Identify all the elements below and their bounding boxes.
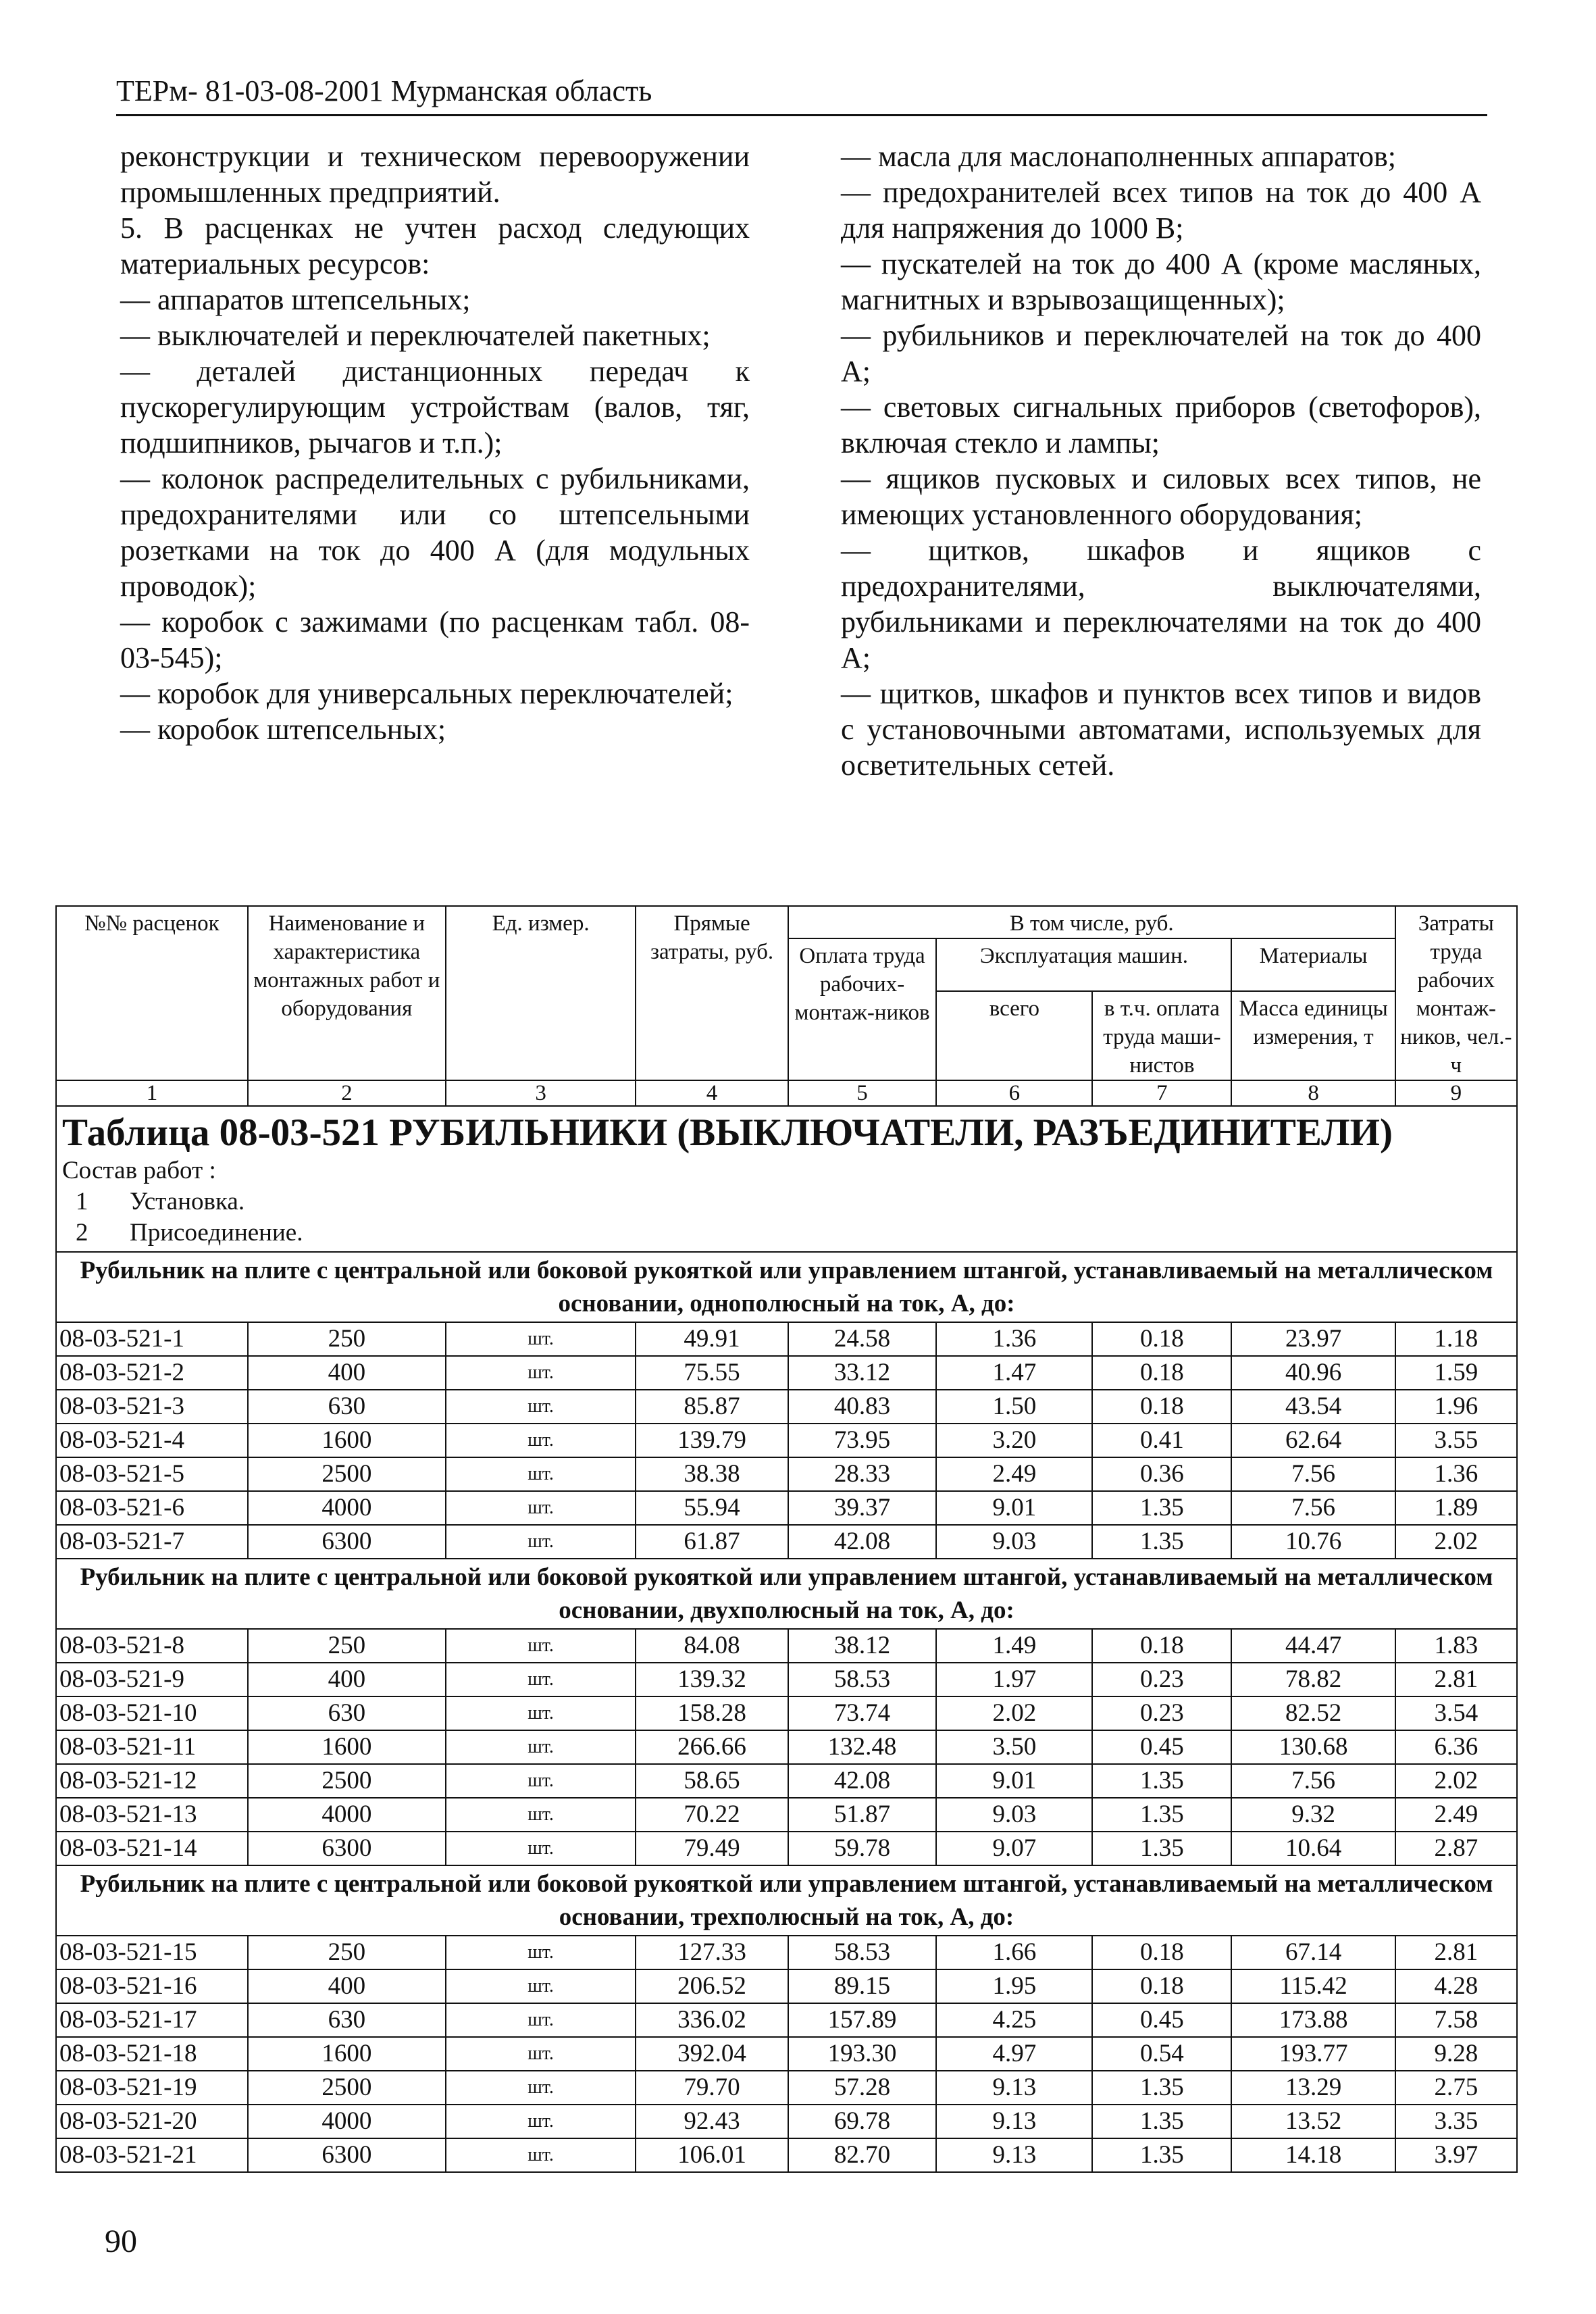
rate-code: 08-03-521-15 (56, 1936, 248, 1969)
labor-pay: 132.48 (788, 1730, 937, 1764)
machines-total: 2.49 (936, 1457, 1092, 1491)
machines-total: 9.13 (936, 2105, 1092, 2138)
unit-mass: 43.54 (1231, 1390, 1395, 1424)
machinists-pay: 0.18 (1092, 1629, 1231, 1663)
labor-pay: 28.33 (788, 1457, 937, 1491)
machines-total: 9.13 (936, 2138, 1092, 2172)
machines-total: 3.20 (936, 1424, 1092, 1457)
direct-costs: 266.66 (636, 1730, 788, 1764)
column-number: 4 (636, 1080, 788, 1106)
machines-total: 9.03 (936, 1798, 1092, 1832)
direct-costs: 106.01 (636, 2138, 788, 2172)
left-paragraph: — аппаратов штепсельных; (120, 283, 471, 316)
rate-code: 08-03-521-18 (56, 2037, 248, 2071)
machines-total: 3.50 (936, 1730, 1092, 1764)
machinists-pay: 0.18 (1092, 1356, 1231, 1390)
labor-pay: 82.70 (788, 2138, 937, 2172)
current-rating: 1600 (248, 2037, 446, 2071)
table-row (56, 1730, 1517, 1764)
unit: шт. (446, 2071, 636, 2105)
page-header: ТЕРм- 81-03-08-2001 Мурманская область (116, 74, 1487, 116)
labor-cost: 3.54 (1395, 1696, 1517, 1730)
column-number: 5 (788, 1080, 937, 1106)
unit-mass: 115.42 (1231, 1969, 1395, 2003)
machines-total: 9.07 (936, 1832, 1092, 1865)
current-rating: 250 (248, 1629, 446, 1663)
machinists-pay: 1.35 (1092, 1525, 1231, 1559)
machines-total: 1.66 (936, 1936, 1092, 1969)
table-row (56, 2071, 1517, 2105)
machinists-pay: 1.35 (1092, 1832, 1231, 1865)
direct-costs: 139.32 (636, 1663, 788, 1696)
direct-costs: 58.65 (636, 1764, 788, 1798)
current-rating: 250 (248, 1322, 446, 1356)
labor-cost: 2.81 (1395, 1663, 1517, 1696)
labor-pay: 51.87 (788, 1798, 937, 1832)
rates-table (55, 905, 1518, 2173)
labor-pay: 42.08 (788, 1525, 937, 1559)
current-rating: 400 (248, 1663, 446, 1696)
labor-pay: 193.30 (788, 2037, 937, 2071)
left-paragraph: 5. В расценках не учтен расход следующих материальных ресурсов: (120, 211, 750, 280)
unit: шт. (446, 1663, 636, 1696)
rate-code: 08-03-521-13 (56, 1798, 248, 1832)
work-item (62, 1186, 1511, 1217)
direct-costs: 206.52 (636, 1969, 788, 2003)
rate-code: 08-03-521-12 (56, 1764, 248, 1798)
current-rating: 2500 (248, 1457, 446, 1491)
machines-total: 2.02 (936, 1696, 1092, 1730)
header-name: Наименование и характеристика монтажных работ и оборудования (248, 906, 446, 1080)
table-row (56, 1764, 1517, 1798)
table-row (56, 1356, 1517, 1390)
labor-cost: 2.02 (1395, 1764, 1517, 1798)
unit: шт. (446, 1629, 636, 1663)
unit-mass: 130.68 (1231, 1730, 1395, 1764)
machines-total: 9.13 (936, 2071, 1092, 2105)
rate-code: 08-03-521-2 (56, 1356, 248, 1390)
direct-costs: 392.04 (636, 2037, 788, 2071)
work-composition-label: Состав работ : (62, 1156, 216, 1184)
left-paragraph: — колонок распределительных с рубильниками, предохранителями или со штепсельными розетками на ток до 400 А (для модульных проводок); (120, 462, 750, 603)
labor-cost: 3.55 (1395, 1424, 1517, 1457)
unit-mass: 9.32 (1231, 1798, 1395, 1832)
left-paragraph: — коробок штепсельных; (120, 713, 446, 746)
column-number: 6 (936, 1080, 1092, 1106)
machinists-pay: 0.45 (1092, 1730, 1231, 1764)
rate-code: 08-03-521-11 (56, 1730, 248, 1764)
machines-total: 9.01 (936, 1764, 1092, 1798)
current-rating: 250 (248, 1936, 446, 1969)
header-machines-total: всего (936, 991, 1092, 1080)
labor-cost: 3.35 (1395, 2105, 1517, 2138)
unit-mass: 193.77 (1231, 2037, 1395, 2071)
right-paragraph: — масла для маслонаполненных аппаратов; (841, 140, 1396, 173)
current-rating: 6300 (248, 1832, 446, 1865)
direct-costs: 79.49 (636, 1832, 788, 1865)
table-row (56, 1424, 1517, 1457)
labor-cost: 2.02 (1395, 1525, 1517, 1559)
machines-total: 1.47 (936, 1356, 1092, 1390)
labor-cost: 1.18 (1395, 1322, 1517, 1356)
machinists-pay: 1.35 (1092, 2105, 1231, 2138)
unit: шт. (446, 1390, 636, 1424)
right-paragraph: — щитков, шкафов и пунктов всех типов и видов с установочными автоматами, используемых для осветительных сетей. (841, 677, 1481, 782)
direct-costs: 79.70 (636, 2071, 788, 2105)
table-row (56, 1696, 1517, 1730)
group-caption: Рубильник на плите с центральной или боковой рукояткой или управлением штангой, устанавливаемый на металлическом основании, однополюсный на ток, А, до: (56, 1252, 1517, 1322)
unit: шт. (446, 1457, 636, 1491)
unit-mass: 10.64 (1231, 1832, 1395, 1865)
table-row (56, 1390, 1517, 1424)
unit: шт. (446, 1424, 636, 1457)
group-header-row (56, 1559, 1517, 1629)
work-item-text: Установка. (130, 1187, 245, 1215)
labor-cost: 2.49 (1395, 1798, 1517, 1832)
unit: шт. (446, 1936, 636, 1969)
unit-mass: 62.64 (1231, 1424, 1395, 1457)
machines-total: 9.03 (936, 1525, 1092, 1559)
labor-pay: 57.28 (788, 2071, 937, 2105)
current-rating: 6300 (248, 2138, 446, 2172)
labor-cost: 3.97 (1395, 2138, 1517, 2172)
table-caption (56, 1106, 1517, 1252)
current-rating: 630 (248, 1696, 446, 1730)
labor-cost: 1.59 (1395, 1356, 1517, 1390)
table-row (56, 1629, 1517, 1663)
rate-code: 08-03-521-17 (56, 2003, 248, 2037)
labor-cost: 1.83 (1395, 1629, 1517, 1663)
rate-code: 08-03-521-16 (56, 1969, 248, 2003)
right-paragraph: — ящиков пусковых и силовых всех типов, не имеющих установленного оборудования; (841, 462, 1481, 531)
unit-mass: 82.52 (1231, 1696, 1395, 1730)
header-including: В том числе, руб. (788, 906, 1395, 938)
header-code: №№ расценок (56, 906, 248, 1080)
current-rating: 2500 (248, 1764, 446, 1798)
rate-code: 08-03-521-1 (56, 1322, 248, 1356)
labor-cost: 4.28 (1395, 1969, 1517, 2003)
table-row (56, 1491, 1517, 1525)
direct-costs: 85.87 (636, 1390, 788, 1424)
unit-mass: 10.76 (1231, 1525, 1395, 1559)
work-item-number: 1 (76, 1187, 88, 1215)
table-row (56, 1525, 1517, 1559)
machines-total: 1.95 (936, 1969, 1092, 2003)
direct-costs: 61.87 (636, 1525, 788, 1559)
machinists-pay: 0.18 (1092, 1390, 1231, 1424)
labor-cost: 1.36 (1395, 1457, 1517, 1491)
header-materials: Материалы (1231, 938, 1395, 991)
direct-costs: 38.38 (636, 1457, 788, 1491)
rate-code: 08-03-521-7 (56, 1525, 248, 1559)
labor-cost: 7.58 (1395, 2003, 1517, 2037)
table-row (56, 1457, 1517, 1491)
machines-total: 4.25 (936, 2003, 1092, 2037)
labor-pay: 157.89 (788, 2003, 937, 2037)
column-number: 8 (1231, 1080, 1395, 1106)
unit-mass: 23.97 (1231, 1322, 1395, 1356)
group-header-row (56, 1252, 1517, 1322)
rate-code: 08-03-521-3 (56, 1390, 248, 1424)
group-header-row (56, 1865, 1517, 1936)
labor-pay: 89.15 (788, 1969, 937, 2003)
table-row (56, 1798, 1517, 1832)
group-caption: Рубильник на плите с центральной или боковой рукояткой или управлением штангой, устанавливаемый на металлическом основании, трехполюсный на ток, А, до: (56, 1865, 1517, 1936)
table-row (56, 2138, 1517, 2172)
unit: шт. (446, 1832, 636, 1865)
rate-code: 08-03-521-21 (56, 2138, 248, 2172)
table-row (56, 1663, 1517, 1696)
unit-mass: 14.18 (1231, 2138, 1395, 2172)
labor-pay: 24.58 (788, 1322, 937, 1356)
unit-mass: 13.29 (1231, 2071, 1395, 2105)
header-labor-cost: Затраты труда рабочих монтаж-ников, чел.-ч (1395, 906, 1517, 1080)
header-unit-mass: Масса единицы измерения, т (1231, 991, 1395, 1080)
current-rating: 2500 (248, 2071, 446, 2105)
direct-costs: 55.94 (636, 1491, 788, 1525)
unit: шт. (446, 1730, 636, 1764)
direct-costs: 336.02 (636, 2003, 788, 2037)
labor-cost: 9.28 (1395, 2037, 1517, 2071)
current-rating: 4000 (248, 1798, 446, 1832)
direct-costs: 139.79 (636, 1424, 788, 1457)
current-rating: 1600 (248, 1424, 446, 1457)
unit: шт. (446, 1525, 636, 1559)
rate-code: 08-03-521-9 (56, 1663, 248, 1696)
machines-total: 1.36 (936, 1322, 1092, 1356)
left-paragraph: — коробок для универсальных переключателей; (120, 677, 733, 710)
labor-pay: 40.83 (788, 1390, 937, 1424)
table-row (56, 1832, 1517, 1865)
labor-pay: 58.53 (788, 1936, 937, 1969)
unit-mass: 7.56 (1231, 1457, 1395, 1491)
machines-total: 9.01 (936, 1491, 1092, 1525)
current-rating: 400 (248, 1969, 446, 2003)
machinists-pay: 0.36 (1092, 1457, 1231, 1491)
unit: шт. (446, 1491, 636, 1525)
machinists-pay: 0.23 (1092, 1696, 1231, 1730)
machines-total: 1.50 (936, 1390, 1092, 1424)
labor-cost: 1.89 (1395, 1491, 1517, 1525)
machines-total: 4.97 (936, 2037, 1092, 2071)
current-rating: 400 (248, 1356, 446, 1390)
labor-pay: 38.12 (788, 1629, 937, 1663)
left-paragraph: реконструкции и техническом перевооружении промышленных предприятий. (120, 140, 750, 209)
direct-costs: 158.28 (636, 1696, 788, 1730)
current-rating: 1600 (248, 1730, 446, 1764)
machinists-pay: 0.18 (1092, 1936, 1231, 1969)
work-item-text: Присоединение. (130, 1218, 303, 1247)
direct-costs: 84.08 (636, 1629, 788, 1663)
machinists-pay: 1.35 (1092, 2138, 1231, 2172)
unit: шт. (446, 1969, 636, 2003)
unit-mass: 40.96 (1231, 1356, 1395, 1390)
unit: шт. (446, 2105, 636, 2138)
left-paragraph: — выключателей и переключателей пакетных; (120, 319, 711, 352)
rate-code: 08-03-521-5 (56, 1457, 248, 1491)
page-number: 90 (105, 2223, 137, 2259)
work-composition-list (62, 1186, 1511, 1249)
labor-pay: 59.78 (788, 1832, 937, 1865)
rate-code: 08-03-521-10 (56, 1696, 248, 1730)
column-number: 7 (1092, 1080, 1231, 1106)
work-item (62, 1217, 1511, 1249)
rate-code: 08-03-521-19 (56, 2071, 248, 2105)
machinists-pay: 1.35 (1092, 1798, 1231, 1832)
right-paragraph: — щитков, шкафов и ящиков с предохранителями, выключателями, рубильниками и переключателями на ток до 400 А; (841, 534, 1481, 674)
table-body (56, 1106, 1517, 2172)
direct-costs: 75.55 (636, 1356, 788, 1390)
unit: шт. (446, 1696, 636, 1730)
unit: шт. (446, 1322, 636, 1356)
unit: шт. (446, 1764, 636, 1798)
rate-code: 08-03-521-14 (56, 1832, 248, 1865)
left-paragraph: — деталей дистанционных передач к пускорегулирующим устройствам (валов, тяг, подшипников, рычагов и т.п.); (120, 355, 750, 459)
direct-costs: 127.33 (636, 1936, 788, 1969)
labor-pay: 33.12 (788, 1356, 937, 1390)
current-rating: 4000 (248, 1491, 446, 1525)
unit: шт. (446, 2138, 636, 2172)
machinists-pay: 1.35 (1092, 1764, 1231, 1798)
unit-mass: 67.14 (1231, 1936, 1395, 1969)
column-number: 1 (56, 1080, 248, 1106)
rate-code: 08-03-521-6 (56, 1491, 248, 1525)
unit: шт. (446, 1798, 636, 1832)
left-paragraph: — коробок с зажимами (по расценкам табл. 08-03-545); (120, 605, 750, 674)
table-row (56, 1322, 1517, 1356)
unit-mass: 78.82 (1231, 1663, 1395, 1696)
labor-cost: 2.75 (1395, 2071, 1517, 2105)
direct-costs: 49.91 (636, 1322, 788, 1356)
header-unit: Ед. измер. (446, 906, 636, 1080)
column-number: 2 (248, 1080, 446, 1106)
machinists-pay: 0.18 (1092, 1322, 1231, 1356)
column-numbers-row (56, 1080, 1517, 1106)
rate-code: 08-03-521-20 (56, 2105, 248, 2138)
machinists-pay: 0.54 (1092, 2037, 1231, 2071)
labor-cost: 2.81 (1395, 1936, 1517, 1969)
unit-mass: 7.56 (1231, 1764, 1395, 1798)
unit-mass: 44.47 (1231, 1629, 1395, 1663)
current-rating: 4000 (248, 2105, 446, 2138)
column-number: 3 (446, 1080, 636, 1106)
header-labor-pay: Оплата труда рабочих-монтаж-ников (788, 938, 937, 1080)
rate-code: 08-03-521-8 (56, 1629, 248, 1663)
table-row (56, 2105, 1517, 2138)
machines-total: 1.97 (936, 1663, 1092, 1696)
rate-code: 08-03-521-4 (56, 1424, 248, 1457)
labor-pay: 69.78 (788, 2105, 937, 2138)
machinists-pay: 0.45 (1092, 2003, 1231, 2037)
column-number: 9 (1395, 1080, 1517, 1106)
table-row (56, 2037, 1517, 2071)
machines-total: 1.49 (936, 1629, 1092, 1663)
labor-cost: 2.87 (1395, 1832, 1517, 1865)
work-item-number: 2 (76, 1218, 88, 1247)
machinists-pay: 0.41 (1092, 1424, 1231, 1457)
right-text-column (841, 139, 1481, 783)
unit-mass: 173.88 (1231, 2003, 1395, 2037)
right-paragraph: — предохранителей всех типов на ток до 400 А для напряжения до 1000 В; (841, 176, 1481, 245)
table-row (56, 1969, 1517, 2003)
labor-pay: 58.53 (788, 1663, 937, 1696)
unit: шт. (446, 2037, 636, 2071)
labor-pay: 39.37 (788, 1491, 937, 1525)
left-text-column (120, 139, 750, 747)
table-row (56, 2003, 1517, 2037)
machinists-pay: 1.35 (1092, 1491, 1231, 1525)
right-paragraph: — световых сигнальных приборов (светофоров), включая стекло и лампы; (841, 391, 1481, 459)
current-rating: 630 (248, 2003, 446, 2037)
labor-pay: 73.74 (788, 1696, 937, 1730)
right-paragraph: — рубильников и переключателей на ток до 400 А; (841, 319, 1481, 388)
machinists-pay: 0.23 (1092, 1663, 1231, 1696)
group-caption: Рубильник на плите с центральной или боковой рукояткой или управлением штангой, устанавливаемый на металлическом основании, двухполюсный на ток, А, до: (56, 1559, 1517, 1629)
labor-cost: 6.36 (1395, 1730, 1517, 1764)
labor-pay: 42.08 (788, 1764, 937, 1798)
direct-costs: 70.22 (636, 1798, 788, 1832)
header-direct-costs: Прямые затраты, руб. (636, 906, 788, 1080)
header-machines: Эксплуатация машин. (936, 938, 1231, 991)
right-paragraph: — пускателей на ток до 400 А (кроме масляных, магнитных и взрывозащищенных); (841, 247, 1481, 316)
labor-pay: 73.95 (788, 1424, 937, 1457)
unit: шт. (446, 1356, 636, 1390)
machinists-pay: 1.35 (1092, 2071, 1231, 2105)
table-row (56, 1936, 1517, 1969)
unit-mass: 13.52 (1231, 2105, 1395, 2138)
machinists-pay: 0.18 (1092, 1969, 1231, 2003)
unit: шт. (446, 2003, 636, 2037)
header-machinists-pay: в т.ч. оплата труда маши-нистов (1092, 991, 1231, 1080)
labor-cost: 1.96 (1395, 1390, 1517, 1424)
current-rating: 6300 (248, 1525, 446, 1559)
direct-costs: 92.43 (636, 2105, 788, 2138)
unit-mass: 7.56 (1231, 1491, 1395, 1525)
current-rating: 630 (248, 1390, 446, 1424)
table-title: Таблица 08-03-521 РУБИЛЬНИКИ (ВЫКЛЮЧАТЕЛИ, РАЗЪЕДИНИТЕЛИ) (62, 1111, 1393, 1154)
